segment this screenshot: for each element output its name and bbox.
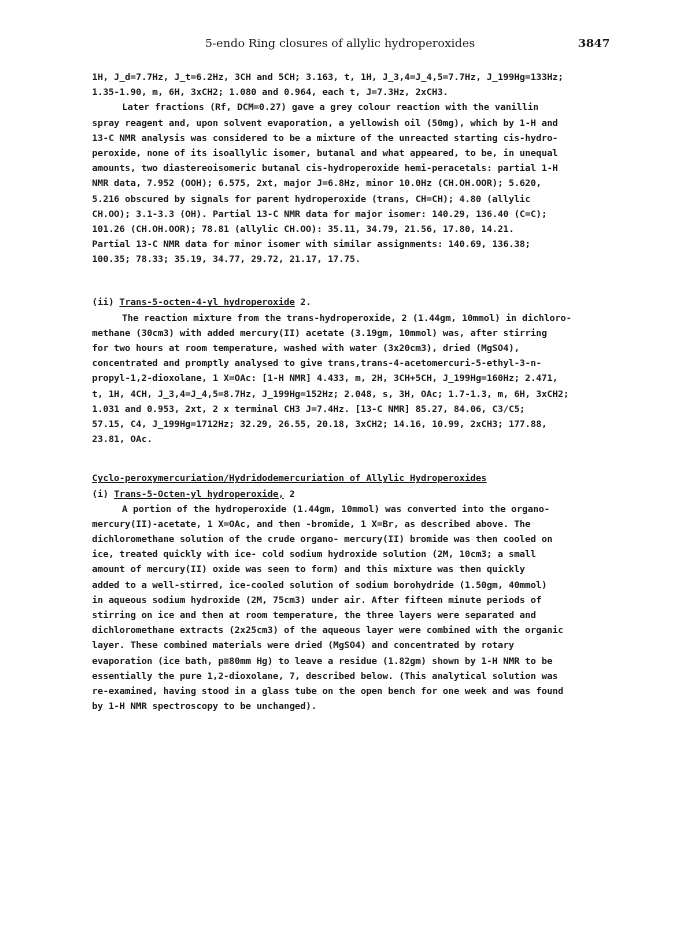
text-line: dichloromethane extracts (2x25cm3) of the aqueous layer were combined with the organic [92, 625, 564, 637]
heading-text: Trans-5-octen-4-yl hydroperoxide [119, 297, 295, 309]
running-title: 5-endo Ring closures of allylic hydroperoxides [205, 36, 475, 50]
text-line: propyl-1,2-dioxolane, 1 X=OAc: [1-H NMR] 4.433, m, 2H, 3CH+5CH, J_199Hg=160Hz; 2.471, [92, 373, 558, 385]
text-line: methane (30cm3) with added mercury(II) acetate (3.19gm, 10mmol) was, after stirring [92, 327, 547, 339]
text-line: amounts, two diastereoisomeric butanal cis-hydroperoxide hemi-peracetals: partial 1-H [92, 163, 558, 175]
subheading-suffix: 2 [283, 488, 295, 500]
text-line: evaporation (ice bath, p≅80mm Hg) to leave a residue (1.82gm) shown by 1-H NMR to be [92, 655, 553, 667]
text-line: 1.031 and 0.953, 2xt, 2 x terminal CH3 J=7.4Hz. [13-C NMR] 85.27, 84.06, C3/C5; [92, 403, 526, 415]
section-heading [92, 295, 612, 310]
section-trans-hydroperoxide [92, 295, 612, 447]
text-line: 100.35; 78.33; 35.19, 34.77, 29.72, 21.17, 17.75. [92, 254, 361, 266]
section-heading: Cyclo-peroxymercuriation/Hydridodemercuriation of Allylic Hydroperoxides [92, 473, 487, 485]
text-line: for two hours at room temperature, washed with water (3x20cm3), dried (MgSO4), [92, 343, 520, 354]
text-line: added to a well-stirred, ice-cooled solution of sodium borohydride (1.50gm, 40mmol) [92, 579, 547, 591]
text-line: A portion of the hydroperoxide (1.44gm, 10mmol) was converted into the organo- [122, 503, 550, 515]
text-line: ice, treated quickly with ice- cold sodium hydroxide solution (2M, 10cm3; a small [92, 549, 536, 561]
text-line: re-examined, having stood in a glass tube on the open bench for one week and was found [92, 685, 564, 697]
text-line: NMR data, 7.952 (OOH); 6.575, 2xt, major J=6.8Hz, minor 10.0Hz (CH.OH.OOR); 5.620, [92, 178, 542, 190]
text-line: CH.OO); 3.1-3.3 (OH). Partial 13-C NMR data for major isomer: 140.29, 136.40 (C=C); [92, 208, 547, 220]
heading-suffix: 2. [294, 297, 312, 309]
text-line: peroxide, none of its isoallylic isomer, butanal and what appeared, to be, in unequal [92, 147, 558, 159]
text-line: 1.35-1.90, m, 6H, 3xCH2; 1.080 and 0.964, each t, J=7.3Hz, 2xCH3. [92, 87, 449, 99]
text-line: layer. These combined materials were dried (MgSO4) and concentrated by rotary [92, 640, 515, 652]
text-line: amount of mercury(II) oxide was seen to form) and this mixture was then quickly [92, 564, 526, 576]
text-line: 5.216 obscured by signals for parent hydroperoxide (trans, CH=CH); 4.80 (allylic [92, 193, 531, 205]
text-line: 101.26 (CH.OH.OOR); 78.81 (allylic CH.OO): 35.11, 34.79, 21.56, 17.80, 14.21. [92, 223, 515, 235]
text-line: dichloromethane solution of the crude organo- mercury(II) bromide was then cooled on [92, 534, 553, 546]
subheading-text: Trans-5-Octen-yl hydroperoxide, [113, 488, 284, 500]
text-line: by 1-H NMR spectroscopy to be unchanged). [92, 701, 317, 713]
text-line: concentrated and promptly analysed to give trans,trans-4-acetomercuri-5-ethyl-3-n- [92, 358, 542, 370]
text-line: in aqueous sodium hydroxide (2M, 75cm3) under air. After fifteen minute periods of [92, 594, 542, 606]
text-line: Later fractions (Rf, DCM=0.27) gave a grey colour reaction with the vanillin [122, 102, 539, 114]
text-line: essentially the pure 1,2-dioxolane, 7, described below. (This analytical solution was [92, 670, 558, 682]
text-line: t, 1H, 4CH, J_3,4=J_4,5=8.7Hz, J_199Hg=152Hz; 2.048, s, 3H, OAc; 1.7-1.3, m, 6H, 3xCH2; [92, 388, 569, 400]
section-cyclo-peroxymercuriation [92, 471, 612, 714]
text-line: 1H, J_d=7.7Hz, J_t=6.2Hz, 3CH and 5CH; 3.163, t, 1H, J_3,4=J_4,5=7.7Hz, J_199Hg=133Hz; [92, 72, 564, 83]
subheading-prefix: (i) [92, 488, 114, 500]
document-body [92, 70, 612, 714]
text-line: mercury(II)-acetate, 1 X=OAc, and then -bromide, 1 X=Br, as described above. The [92, 518, 531, 530]
running-header [0, 36, 680, 52]
subsection-heading [92, 487, 612, 502]
page-number: 3847 [577, 36, 610, 50]
paragraph-nmr-data [92, 70, 612, 267]
text-line: 23.81, OAc. [92, 434, 153, 446]
text-line: 13-C NMR analysis was considered to be a mixture of the unreacted starting cis-hydro- [92, 132, 558, 144]
text-line: Partial 13-C NMR data for minor isomer with similar assignments: 140.69, 136.38; [92, 239, 531, 251]
text-line: spray reagent and, upon solvent evaporation, a yellowish oil (50mg), which by 1-H and [92, 117, 558, 129]
text-line: stirring on ice and then at room temperature, the three layers were separated and [92, 610, 536, 621]
text-line: The reaction mixture from the trans-hydroperoxide, 2 (1.44gm, 10mmol) in dichloro- [122, 312, 572, 324]
heading-prefix: (ii) [92, 297, 120, 309]
text-line: 57.15, C4, J_199Hg=1712Hz; 32.29, 26.55, 20.18, 3xCH2; 14.16, 10.99, 2xCH3; 177.88, [92, 418, 547, 430]
